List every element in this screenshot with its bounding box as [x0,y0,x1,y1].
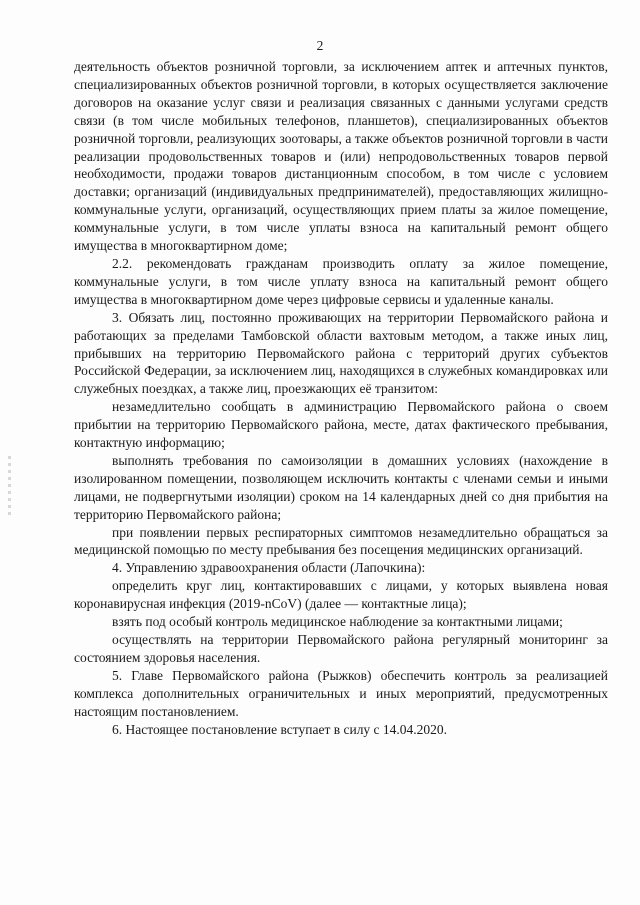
paragraph-4-health-monitoring: осуществлять на территории Первомайского района регулярный мониторинг за состоянием здоровья населения. [74,632,608,665]
page-number: 2 [316,38,324,53]
document-body [74,58,608,738]
paragraph-3-self-isolation: выполнять требования по самоизоляции в домашних условиях (нахождение в изолированном помещении, позволяющем исключить контакты с членами семьи и иными лицами, не подвергнутыми изоляции) сроком на 14 календарных дней со дня прибытия на территорию Первомайского района; [74,452,608,522]
paragraph-6-effective-date: 6. Настоящее постановление вступает в силу с 14.04.2020. [112,721,448,737]
paragraph-3-symptoms: при появлении первых респираторных симптомов незамедлительно обращаться за медицинской помощью по месту пребывания без посещения медицинских организаций. [74,524,608,558]
paragraph-4-medical-monitoring: взять под особый контроль медицинское наблюдение за контактными лицами; [112,614,563,630]
paragraph-3-notify-administration: незамедлительно сообщать в администрацию Первомайского района о своем прибытии на территорию Первомайского района, месте, датах фактического пребывания, контактную информацию; [74,399,608,451]
paragraph-continuation-retail: деятельность объектов розничной торговли, за исключением аптек и аптечных пунктов, специализированных объектов розничной торговли, в которых осуществляется заключение договоров на оказание услуг связи и реализация связанных с данными услугами средств связи (в том числе мобильных телефонов, планшетов), специализированных объектов розничной торговли, реализующих зоотовары, а также объектов розничной торговли в части реализации продовольственных товаров и (или) непродовольственных товаров первой необходимости, продажи товаров дистанционным способом, в том числе с условием доставки; организаций (индивидуальных предпринимателей), предоставляющих жилищно-коммунальные услуги, организаций, осуществляющих прием платы за жилое помещение, коммунальные услуги, в том числе уплаты взноса на капитальный ремонт общего имущества в многоквартирном доме; [74,59,608,254]
paragraph-3-obligations: 3. Обязать лиц, постоянно проживающих на территории Первомайского района и работающих за пределами Тамбовской области вахтовым методом, а также иных лиц, прибывших на территорию Первомайского района с территорий других субъектов Российской Федерации, за исключением лиц, находящихся в служебных командировках или служебных поездках, а также лиц, проезжающих её транзитом: [74,309,608,397]
paragraph-5-head-of-district: 5. Главе Первомайского района (Рыжков) обеспечить контроль за реализацией комплекса дополнительных ограничительных и иных мероприятий, предусмотренных настоящим постановлением. [74,667,608,719]
paragraph-2-2-payment-recommendation: 2.2. рекомендовать гражданам производить оплату за жилое помещение, коммунальные услуги, в том числе уплату взноса на капитальный ремонт общего имущества в многоквартирном доме через цифровые сервисы и удаленные каналы. [74,255,608,307]
paragraph-4-health-department: 4. Управлению здравоохранения области (Лапочкина): [112,560,426,576]
paragraph-4-identify-contacts: определить круг лиц, контактировавших с лицами, у которых выявлена новая коронавирусная инфекция (2019-nCoV) (далее — контактные лица); [74,578,608,612]
scan-artifact-mark [8,456,11,516]
